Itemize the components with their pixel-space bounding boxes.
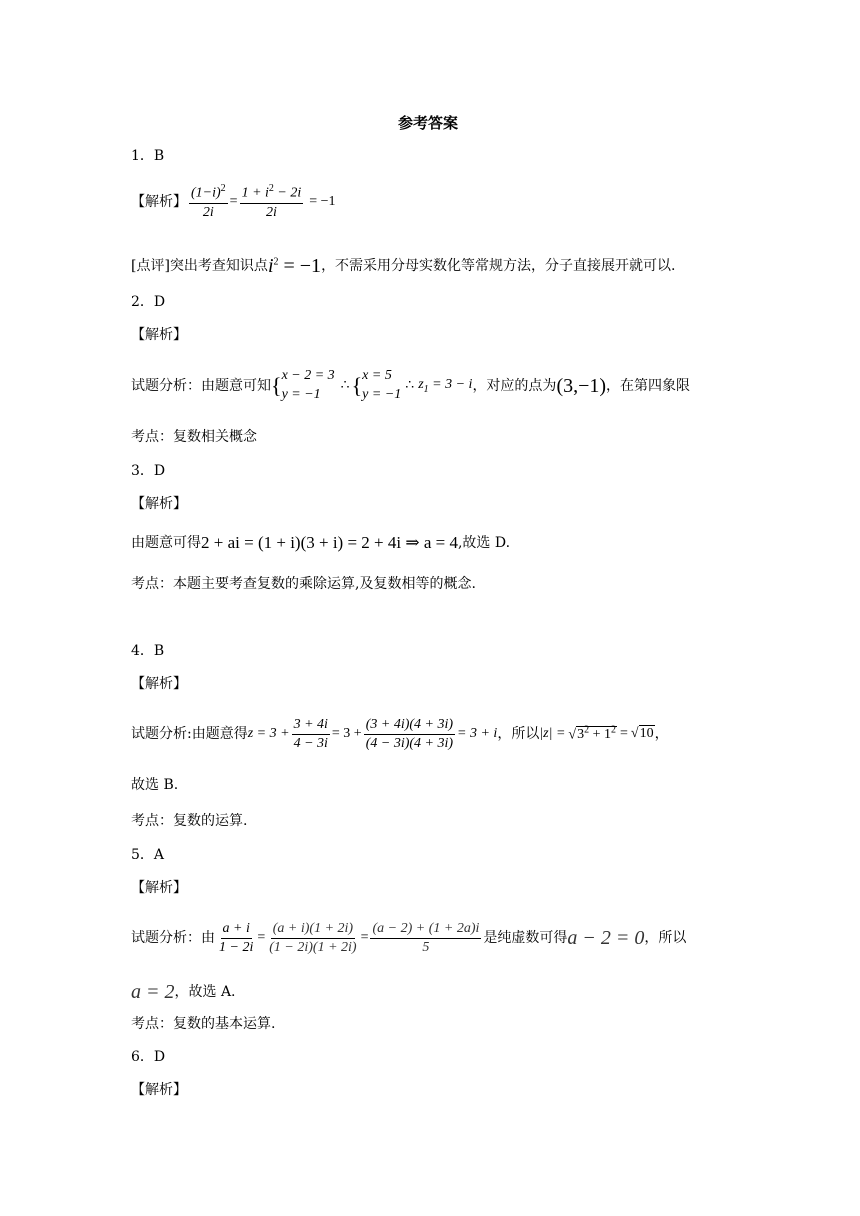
- q2-system-1: x − 2 = 3 y = −1: [281, 368, 335, 402]
- q2-note: 考点：复数相关概念: [131, 429, 257, 445]
- q5-analysis-label: 【解析】: [131, 880, 187, 896]
- q5-answer: 5．A: [131, 847, 165, 863]
- q5-conclusion: a = 2 ，故选 A.: [131, 981, 236, 1003]
- q2-system-2: x = 5 y = −1: [362, 368, 402, 402]
- q6-answer: 6．D: [131, 1049, 166, 1065]
- q2-analysis-label: 【解析】: [131, 327, 187, 343]
- q1-fraction-left: $\frac{(1-i)^2}{2i}$: [191, 183, 226, 220]
- q2-answer: 2．D: [131, 294, 166, 310]
- q4-conclusion: 故选 B.: [131, 777, 179, 793]
- q1-fraction-right: $\frac{1 + i^2 - 2i}{2i}$: [241, 183, 302, 220]
- q4-fraction-2: $\frac{(3 + 4i)(4 + 3i)}{(4 - 3i)(4 + 3i)}$: [365, 716, 454, 751]
- page-title: 参考答案: [398, 114, 459, 132]
- q4-note: 考点：复数的运算.: [131, 813, 248, 829]
- q4-answer: 4．B: [131, 643, 165, 659]
- q5-fraction-3: $\frac{(a - 2) + (1 + 2a)i}{5}$: [372, 920, 480, 955]
- q1-result: = −1: [309, 194, 336, 209]
- q3-solution: 由题意可得 2 + ai = (1 + i)(3 + i) = 2 + 4i ⇒ a = 4 ,故选 D.: [131, 533, 511, 552]
- q3-note: 考点：本题主要考查复数的乘除运算,及复数相等的概念.: [131, 576, 476, 592]
- q4-analysis-label: 【解析】: [131, 676, 187, 692]
- q1-solution: 【解析】 $\frac{(1-i)^2}{2i}$ = $\frac{1 + i^2 - 2i}{2i}$ = −1: [131, 183, 336, 220]
- q5-solution: 试题分析：由 $\frac{a + i}{1 - 2i}$ = $\frac{(a + i)(1 + 2i)}{(1 - 2i)(1 + 2i)}$ = $\frac{(a - 2) + (1 + 2a)i}{5}$ 是纯虚数可得 a − 2 = 0 ，所以: [131, 920, 687, 955]
- q1-answer: 1．B: [131, 148, 165, 164]
- q1-analysis-label: 【解析】: [131, 194, 187, 210]
- q3-answer: 3．D: [131, 463, 166, 479]
- q5-fraction-2: $\frac{(a + i)(1 + 2i)}{(1 - 2i)(1 + 2i)}$: [269, 920, 357, 955]
- q2-solution: 试题分析：由题意可知 { x − 2 = 3 y = −1 ∴ { x = 5 y = −1 ∴ $z_1 = 3 - i$ ，对应的点为 (3,−1) ，在第四象限: [131, 364, 690, 408]
- q4-fraction-1: $\frac{3 + 4i}{4 - 3i}$: [293, 716, 328, 751]
- q5-fraction-1: $\frac{a + i}{1 - 2i}$: [219, 920, 254, 955]
- q1-comment: [点评]突出考查知识点 $i^2 = -1$ ，不需采用分母实数化等常规方法，分子直接展开就可以.: [131, 255, 676, 277]
- q6-analysis-label: 【解析】: [131, 1082, 187, 1098]
- q5-note: 考点：复数的基本运算.: [131, 1016, 276, 1032]
- q4-solution: 试题分析:由题意得 z = 3 + $\frac{3 + 4i}{4 - 3i}$ = 3 + $\frac{(3 + 4i)(4 + 3i)}{(4 - 3i)(4 + 3i)}$ = 3 + i ，所以 |z| = $√3^2 + 1^2$ = √10 ，: [131, 716, 669, 751]
- q3-analysis-label: 【解析】: [131, 496, 187, 512]
